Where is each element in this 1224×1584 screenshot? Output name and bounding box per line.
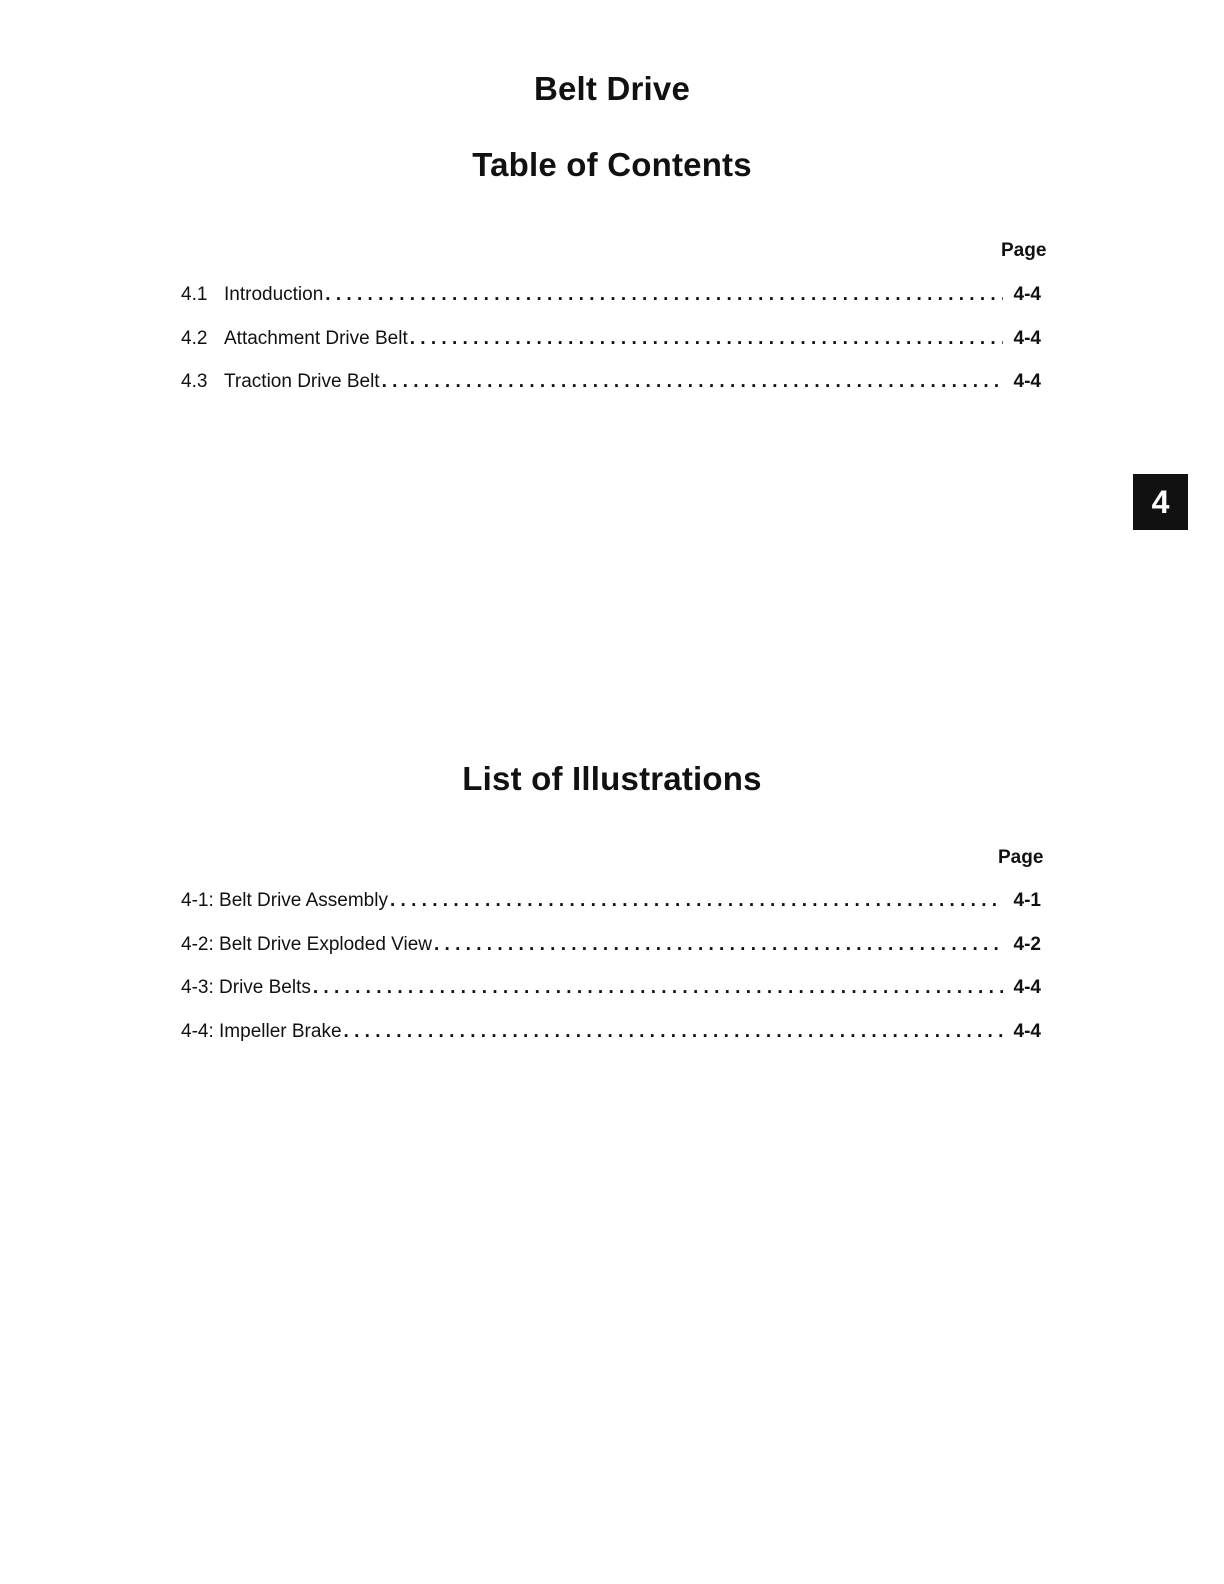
illustration-entry-label: 4-2: Belt Drive Exploded View — [181, 933, 432, 955]
illustration-entry[interactable] — [181, 1021, 1041, 1065]
toc-entry-label: Traction Drive Belt — [224, 371, 380, 392]
toc-list — [181, 284, 1041, 415]
illustrations-heading: List of Illustrations — [462, 760, 762, 797]
toc-entry[interactable] — [181, 328, 1041, 372]
toc-entry-page: 4-4 — [1013, 284, 1041, 305]
illustration-entry-label: 4-1: Belt Drive Assembly — [181, 890, 388, 911]
illustration-entry-page: 4-1 — [1013, 890, 1041, 911]
toc-heading: Table of Contents — [472, 146, 752, 183]
dot-leader — [434, 934, 1003, 956]
illustration-entry-page: 4-4 — [1013, 977, 1041, 998]
illustration-entry[interactable] — [181, 890, 1041, 934]
toc-page-column-label: Page — [1001, 240, 1047, 261]
dot-leader — [313, 977, 1003, 999]
toc-entry-number: 4.1 — [181, 284, 208, 305]
chapter-tab: 4 — [1133, 474, 1188, 530]
illustration-entry-page: 4-4 — [1013, 1020, 1041, 1042]
illustration-entry-label: 4-4: Impeller Brake — [181, 1020, 342, 1042]
toc-entry-label: Attachment Drive Belt — [224, 327, 408, 349]
illustrations-page-column-label: Page — [998, 847, 1044, 868]
illustration-entry-page: 4-2 — [1013, 933, 1041, 955]
toc-entry[interactable] — [181, 284, 1041, 328]
illustration-entry[interactable] — [181, 977, 1041, 1021]
dot-leader — [325, 284, 1003, 306]
document-title: Belt Drive — [533, 70, 691, 107]
dot-leader — [390, 890, 1003, 912]
toc-entry-number: 4.2 — [181, 327, 208, 349]
illustration-entry-label: 4-3: Drive Belts — [181, 977, 311, 998]
dot-leader — [410, 328, 1003, 350]
toc-entry-page: 4-4 — [1013, 371, 1041, 392]
toc-entry-number: 4.3 — [181, 371, 208, 392]
dot-leader — [382, 371, 1003, 393]
toc-entry-page: 4-4 — [1013, 327, 1041, 349]
toc-entry-label: Introduction — [224, 284, 324, 305]
dot-leader — [344, 1021, 1003, 1043]
toc-entry[interactable] — [181, 371, 1041, 415]
illustrations-list — [181, 890, 1041, 1064]
illustration-entry[interactable] — [181, 934, 1041, 978]
